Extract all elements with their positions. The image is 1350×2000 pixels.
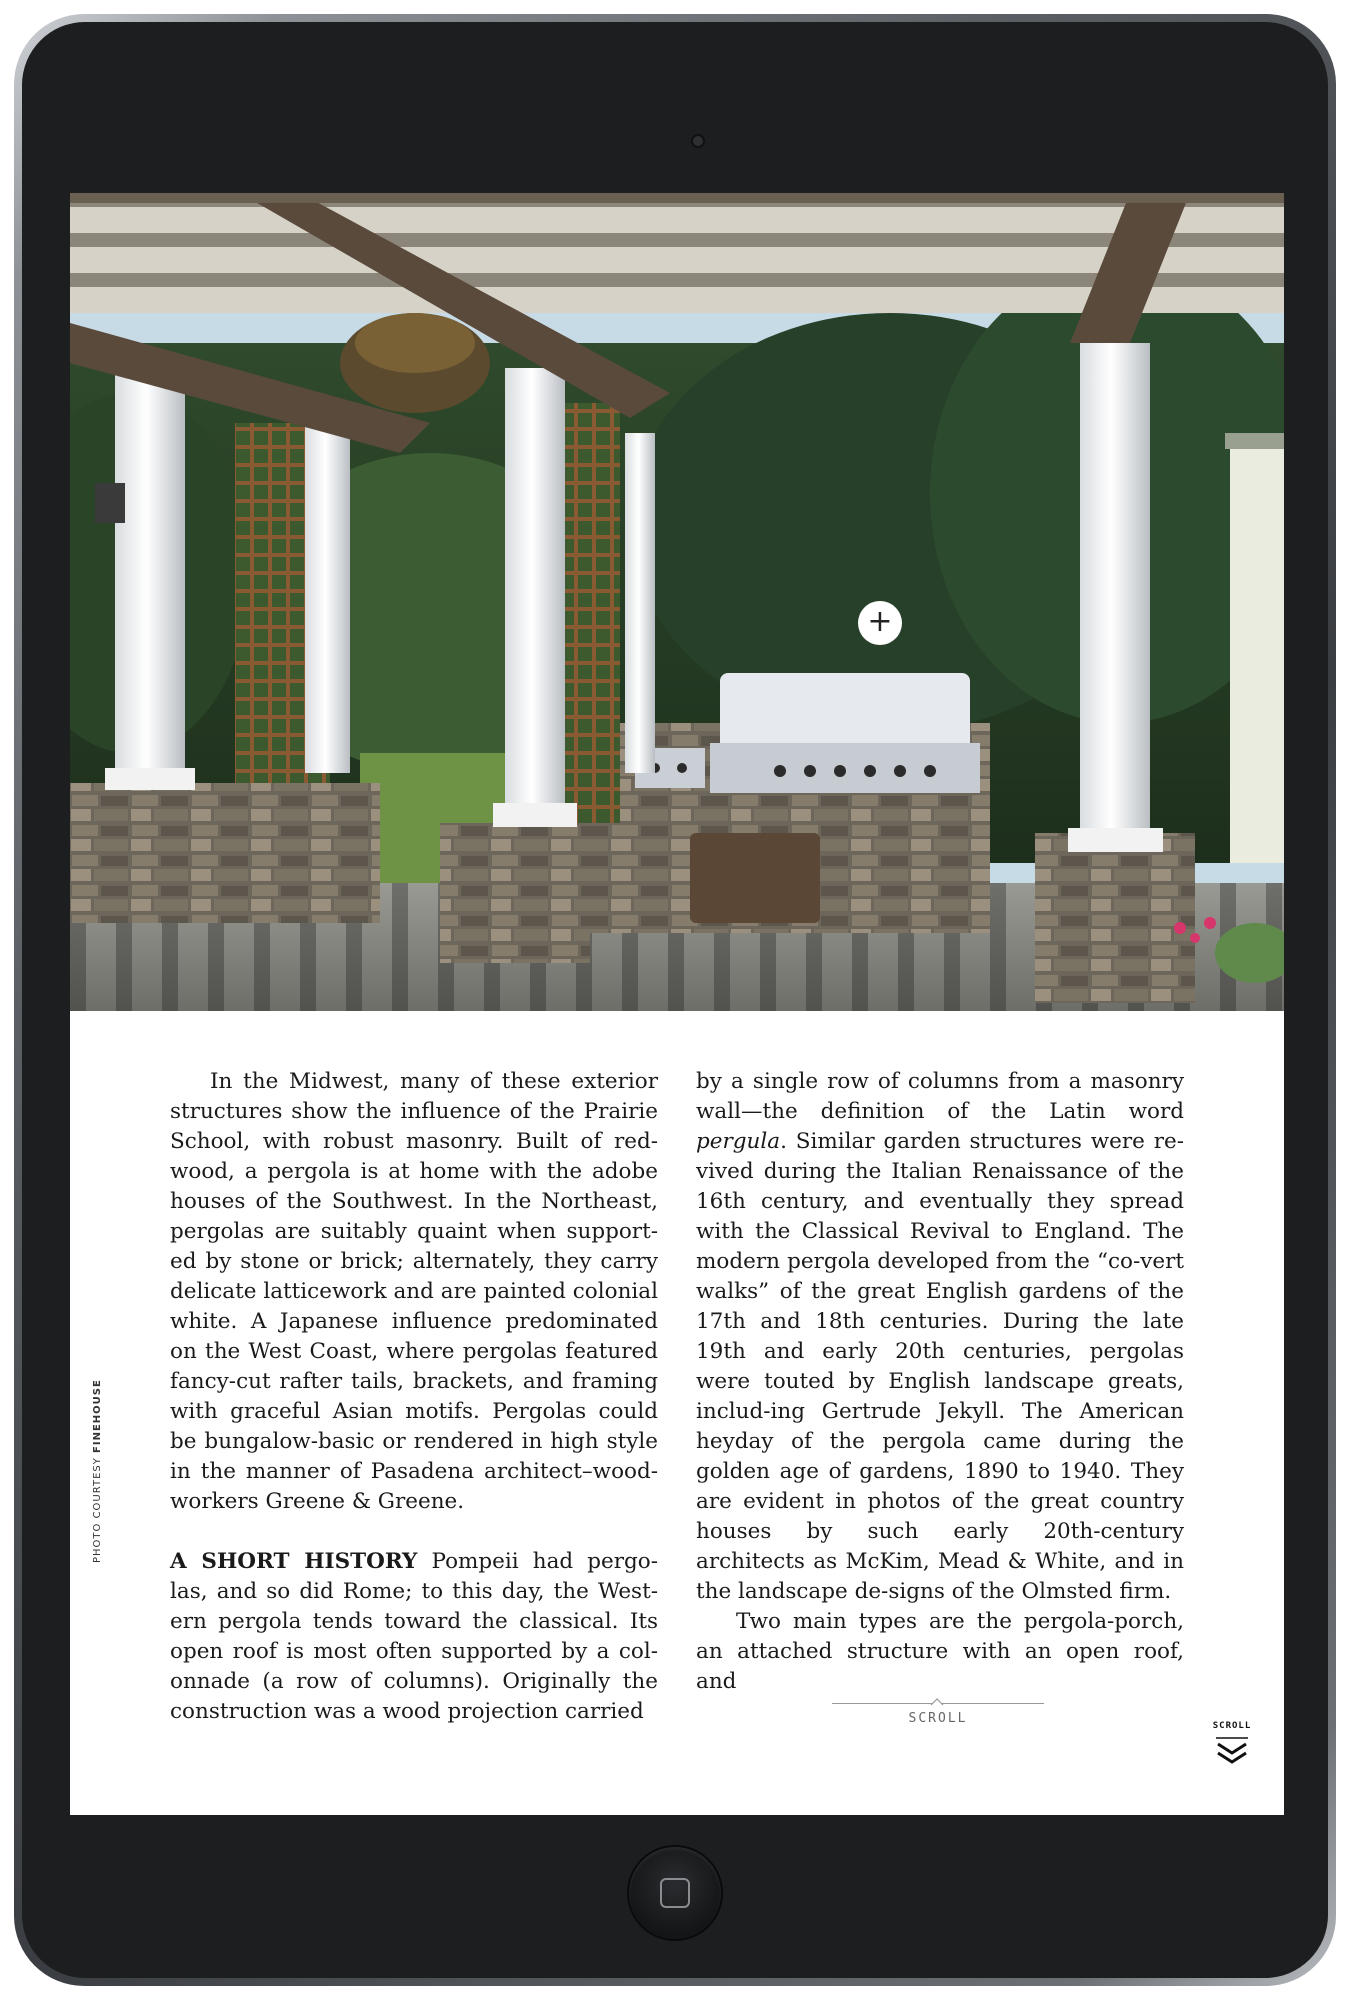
caret-up-icon <box>930 1696 944 1710</box>
scroll-corner-button[interactable] <box>1210 1721 1254 1769</box>
scroll-indicator[interactable] <box>832 1691 1044 1731</box>
double-chevron-down-icon <box>1210 1733 1254 1769</box>
photo-credit <box>92 1379 103 1563</box>
camera-icon <box>693 136 703 146</box>
article-column-1 <box>170 1067 658 1727</box>
plus-icon[interactable]: + <box>858 601 902 645</box>
home-button[interactable] <box>629 1847 721 1939</box>
home-button-icon <box>660 1878 690 1908</box>
scroll-corner-label: SCROLL <box>1212 1721 1252 1731</box>
paragraph-text: Pompeii had pergo-las, and so did Rome; to this day, the West-ern pergola tends toward the classical. Its open roof is most often supported by a col-onnade (a row of columns). Originally the construction was a wood projection carried <box>170 1549 658 1724</box>
pergola-photo[interactable] <box>70 193 1284 1011</box>
scroll-label: SCROLL <box>908 1711 968 1726</box>
credit-name: FINEHOUSE <box>92 1379 103 1453</box>
paragraph-text: . Similar garden structures were re-vived during the Italian Renaissance of the 16th century, and eventually they spread with the Classical Revival to England. The modern pergola developed from the “co-vert walks” of the great English gardens of the 17th and 18th centuries. During the late 19th and early 20th centuries, pergolas were touted by English landscape greats, includ-ing Gertrude Jekyll. The American heyday of the pergola came during the golden age of gardens, 1890 to 1940. They are evident in photos of the great country houses by such early 20th-century architects as McKim, Mead & White, and in the landscape de-signs of the Olmsted firm. <box>696 1129 1184 1604</box>
paragraph-two-types: Two main types are the pergola-porch, an attached structure with an open roof, and <box>696 1609 1184 1694</box>
paragraph-history-continued <box>696 1067 1184 1607</box>
screen <box>70 193 1284 1815</box>
paragraph-short-history <box>170 1547 658 1727</box>
paragraph-text: by a single row of columns from a masonry wall—the definition of the Latin word <box>696 1069 1184 1124</box>
latin-word: pergula <box>696 1129 781 1154</box>
article-column-2 <box>696 1067 1184 1697</box>
section-heading: A SHORT HISTORY <box>170 1549 418 1574</box>
credit-prefix: PHOTO COURTESY <box>92 1452 103 1563</box>
paragraph-regional-styles: In the Midwest, many of these exterior structures show the influence of the Prairie School, with robust masonry. Built of red-wood, a pergola is at home with the adobe houses of the Southwest. In the Northeast, pergolas are suitably quaint when support-ed by stone or brick; alternately, they carry delicate latticework and are painted colonial white. A Japanese influence predominated on the West Coast, where pergolas featured fancy-cut rafter tails, brackets, and framing with graceful Asian motifs. Pergolas could be bungalow-basic or rendered in high style in the manner of Pasadena architect–wood-workers Greene & Greene. <box>170 1069 658 1514</box>
